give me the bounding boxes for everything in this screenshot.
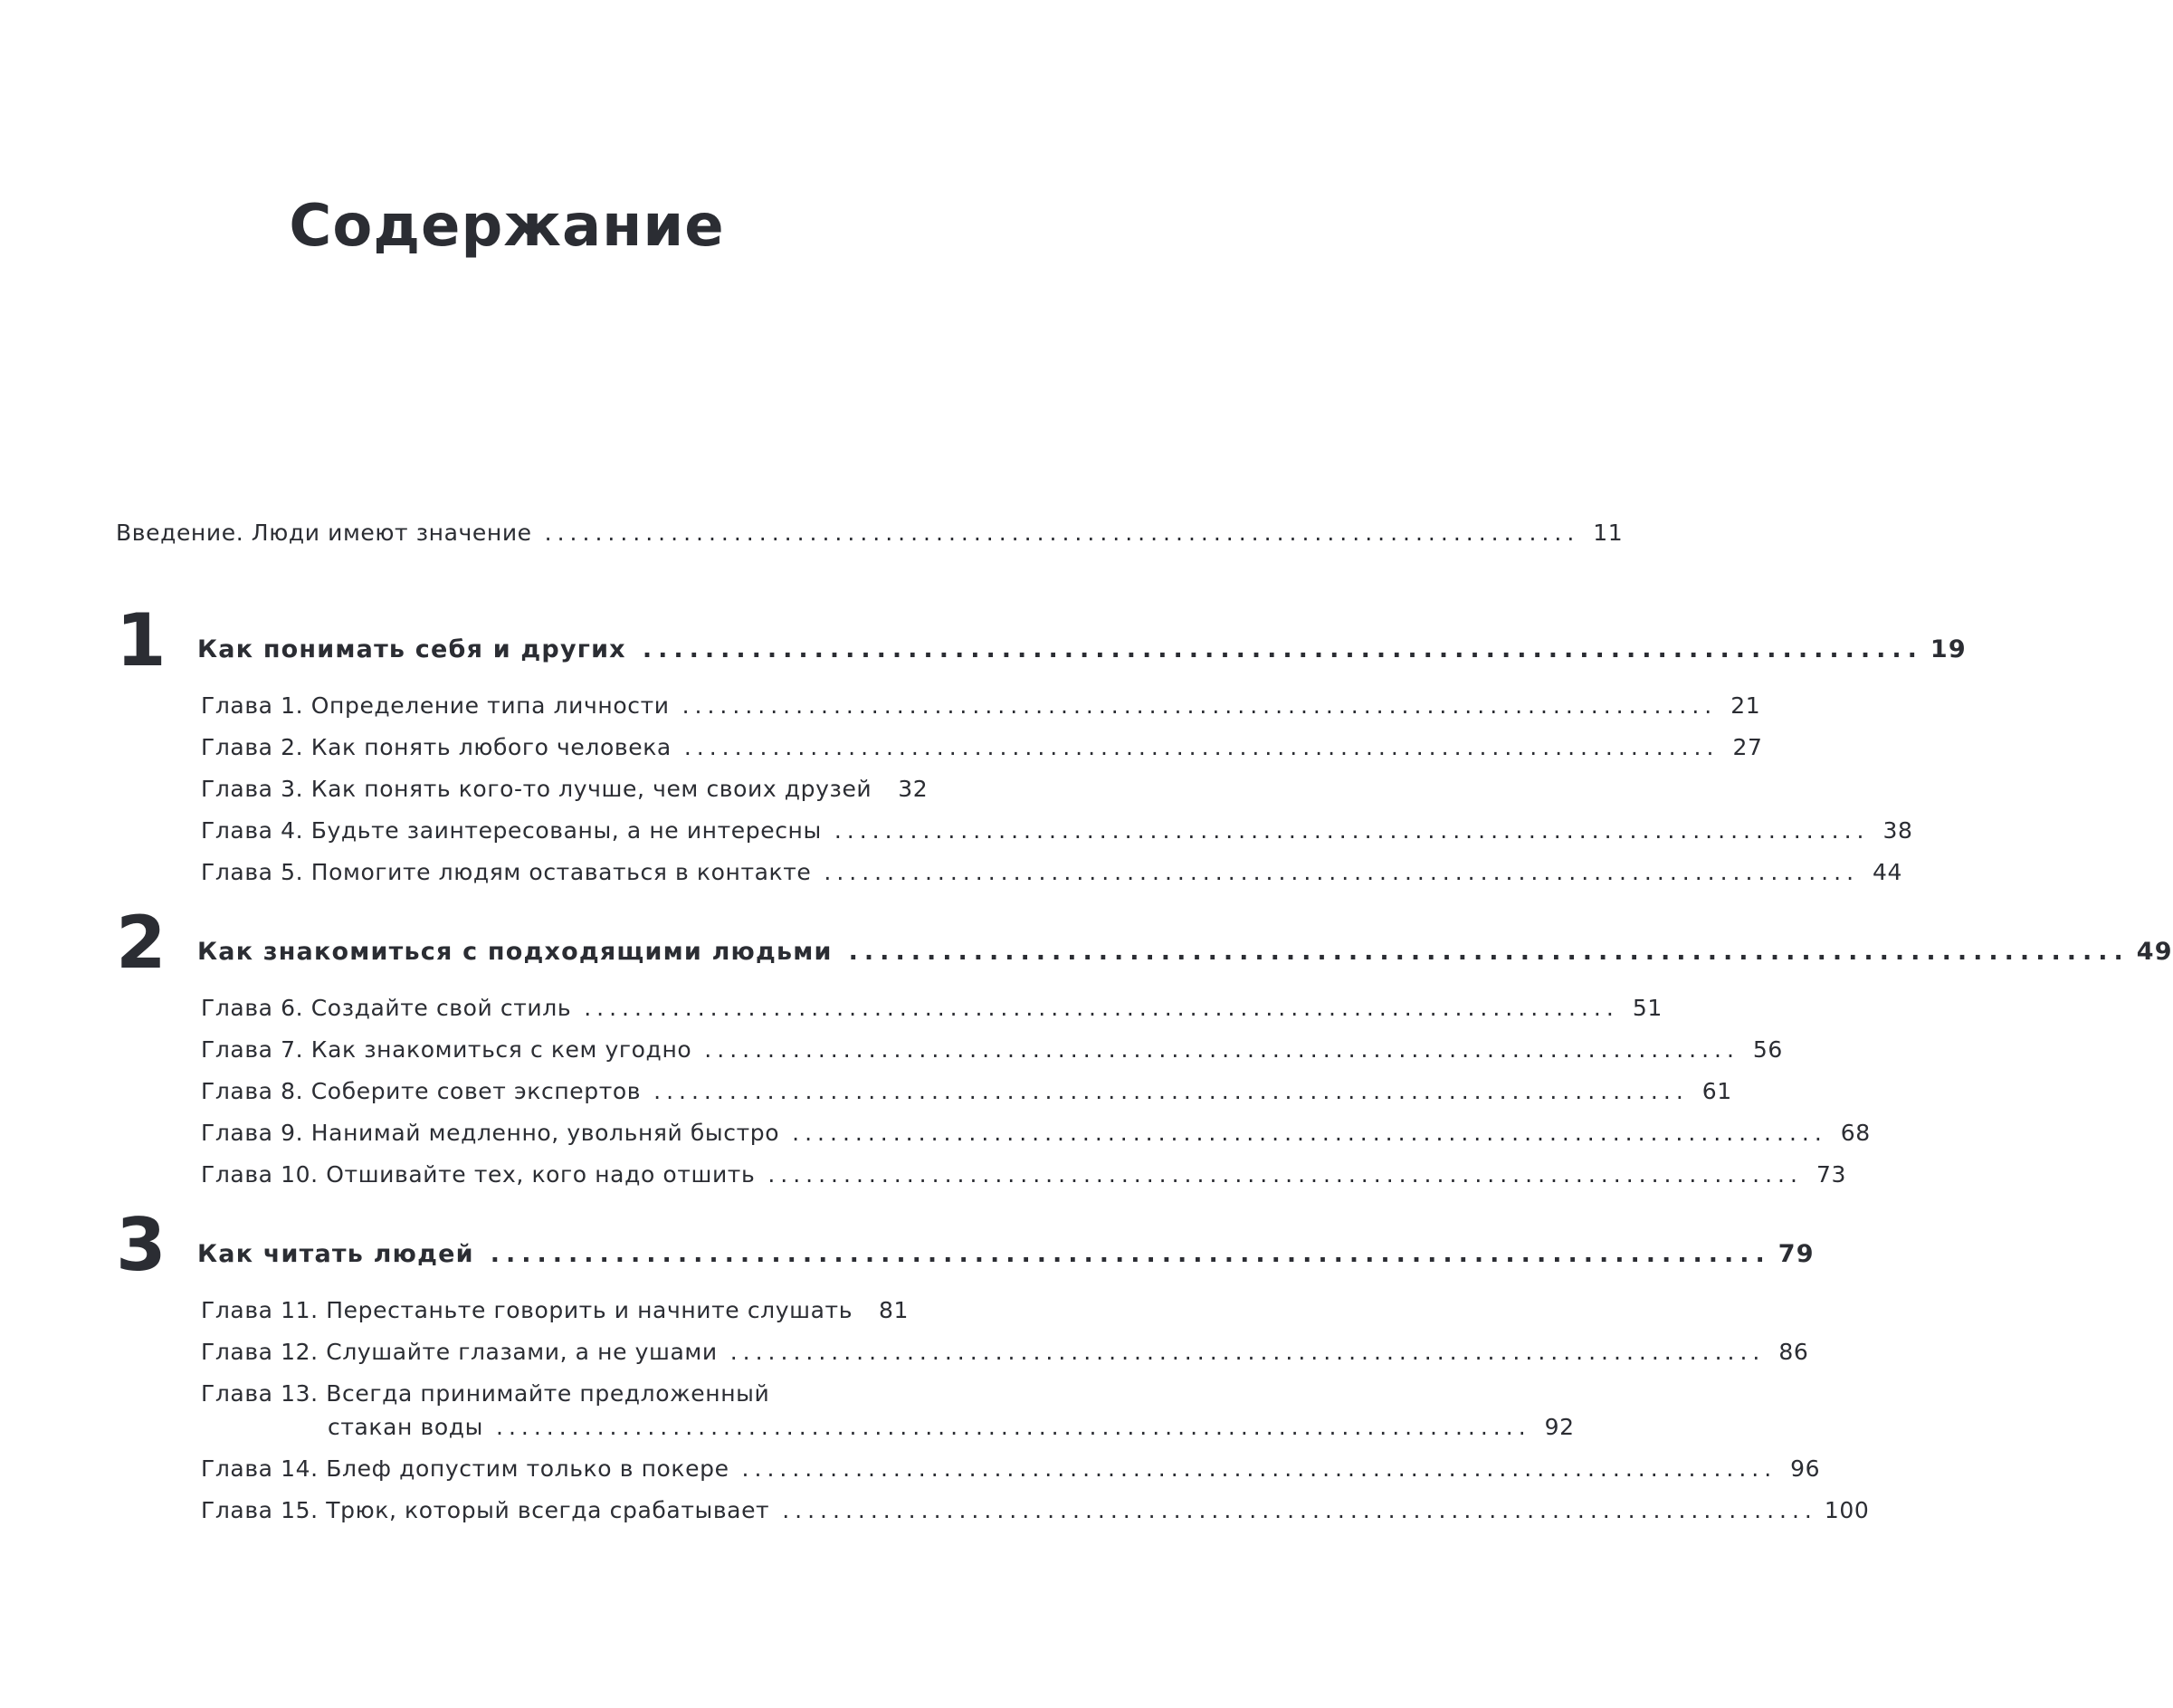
dot-leader: .................................................................................. xyxy=(681,692,1718,719)
toc-chapter-7[interactable] xyxy=(201,1036,1783,1063)
chapter-label: Глава 10. xyxy=(201,1161,319,1188)
toc-chapter-4[interactable] xyxy=(201,817,1913,844)
chapter-title: Будьте заинтересованы, а не интересны xyxy=(310,817,822,844)
chapter-title: Всегда принимайте предложенный xyxy=(326,1380,770,1407)
part-1-page-number: 19 xyxy=(1930,635,1967,663)
chapter-label: Глава 8. xyxy=(201,1078,304,1104)
toc-chapter-1[interactable] xyxy=(201,692,1761,719)
toc-chapter-10[interactable] xyxy=(201,1161,1846,1188)
chapter-label: Глава 1. xyxy=(201,692,304,719)
chapter-title: Отшивайте тех, кого надо отшить xyxy=(326,1161,756,1188)
toc-chapter-3[interactable] xyxy=(201,776,929,802)
part-3-number: 3 xyxy=(116,1203,167,1287)
chapter-page-number: 27 xyxy=(1732,734,1763,760)
chapter-title: Создайте свой стиль xyxy=(310,995,572,1021)
intro-title: Введение. Люди имеют значение xyxy=(116,520,532,546)
part-1-number: 1 xyxy=(116,598,167,682)
dot-leader: .................................................................................. xyxy=(767,1161,1803,1188)
chapter-page-number: 51 xyxy=(1632,995,1663,1021)
chapter-page-number: 38 xyxy=(1882,817,1913,844)
chapter-label: Глава 4. xyxy=(201,817,304,844)
chapter-page-number: 68 xyxy=(1840,1120,1871,1146)
toc-chapter-13[interactable] xyxy=(201,1380,905,1407)
chapter-page-number: 81 xyxy=(879,1297,910,1323)
chapter-page-number: 96 xyxy=(1790,1455,1821,1482)
toc-chapter-2[interactable] xyxy=(201,734,1763,760)
toc-chapter-8[interactable] xyxy=(201,1078,1732,1104)
dot-leader: .................................................................................. xyxy=(490,1240,1771,1268)
toc-part-3[interactable] xyxy=(197,1240,1815,1268)
chapter-title: Нанимай медленно, увольняй быстро xyxy=(310,1120,780,1146)
chapter-label: Глава 2. xyxy=(201,734,304,760)
part-2-page-number: 49 xyxy=(2136,938,2173,966)
chapter-page-number: 100 xyxy=(1824,1497,1870,1523)
toc-chapter-11[interactable] xyxy=(201,1297,910,1323)
chapter-page-number: 56 xyxy=(1752,1036,1783,1063)
dot-leader: .................................................................................. xyxy=(741,1455,1777,1482)
chapter-label: Глава 3. xyxy=(201,776,304,802)
dot-leader: .................................................................................. xyxy=(824,859,1860,885)
toc-chapter-12[interactable] xyxy=(201,1339,1809,1365)
dot-leader: .................................................................................. xyxy=(782,1497,1817,1523)
chapter-label: Глава 7. xyxy=(201,1036,304,1063)
toc-chapter-9[interactable] xyxy=(201,1120,1871,1146)
dot-leader: .................................................................................. xyxy=(848,938,2130,966)
page-title: Содержание xyxy=(289,193,725,260)
chapter-title: Соберите совет экспертов xyxy=(310,1078,642,1104)
dot-leader: .................................................................................. xyxy=(834,817,1870,844)
chapter-label: Глава 14. xyxy=(201,1455,319,1482)
dot-leader: .................................................................................. xyxy=(729,1339,1766,1365)
dot-leader: .................................................................................. xyxy=(683,734,1720,760)
toc-intro-entry[interactable] xyxy=(116,520,1624,546)
chapter-label: Глава 13. xyxy=(201,1380,319,1407)
part-3-page-number: 79 xyxy=(1777,1240,1815,1268)
chapter-title: Помогите людям оставаться в контакте xyxy=(310,859,812,885)
chapter-title: Определение типа личности xyxy=(310,692,670,719)
chapter-page-number: 73 xyxy=(1816,1161,1846,1188)
dot-leader: .................................................................................. xyxy=(642,635,1923,663)
part-1-title: Как понимать себя и других xyxy=(197,635,626,663)
chapter-label: Глава 5. xyxy=(201,859,304,885)
toc-chapter-13-continuation[interactable] xyxy=(328,1414,1575,1440)
chapter-page-number: 86 xyxy=(1778,1339,1809,1365)
chapter-title: Трюк, который всегда срабатывает xyxy=(326,1497,770,1523)
part-3-title: Как читать людей xyxy=(197,1240,474,1268)
toc-chapter-6[interactable] xyxy=(201,995,1663,1021)
toc-part-2[interactable] xyxy=(197,938,2173,966)
part-2-number: 2 xyxy=(116,901,167,985)
toc-chapter-5[interactable] xyxy=(201,859,1903,885)
chapter-label: Глава 12. xyxy=(201,1339,319,1365)
chapter-title-continuation: стакан воды xyxy=(328,1414,483,1440)
dot-leader: .................................................................................. xyxy=(792,1120,1827,1146)
toc-part-1[interactable] xyxy=(197,635,1967,663)
toc-chapter-14[interactable] xyxy=(201,1455,1821,1482)
dot-leader: .................................................................................. xyxy=(653,1078,1689,1104)
dot-leader: .................................................................................. xyxy=(496,1414,1531,1440)
chapter-title: Блеф допустим только в покере xyxy=(326,1455,729,1482)
chapter-page-number: 92 xyxy=(1544,1414,1575,1440)
chapter-label: Глава 15. xyxy=(201,1497,319,1523)
chapter-title: Как знакомиться с кем угодно xyxy=(310,1036,692,1063)
part-2-title: Как знакомиться с подходящими людьми xyxy=(197,938,833,966)
chapter-page-number: 44 xyxy=(1873,859,1903,885)
intro-page-number: 11 xyxy=(1593,520,1624,546)
chapter-title: Перестаньте говорить и начните слушать xyxy=(326,1297,853,1323)
chapter-label: Глава 6. xyxy=(201,995,304,1021)
chapter-title: Как понять кого-то лучше, чем своих друзей xyxy=(310,776,872,802)
chapter-title: Слушайте глазами, а не ушами xyxy=(326,1339,718,1365)
chapter-label: Глава 11. xyxy=(201,1297,319,1323)
dot-leader: .................................................................................. xyxy=(544,520,1580,546)
toc-chapter-15[interactable] xyxy=(201,1497,1870,1523)
chapter-page-number: 21 xyxy=(1730,692,1761,719)
chapter-title: Как понять любого человека xyxy=(310,734,672,760)
chapter-label: Глава 9. xyxy=(201,1120,304,1146)
chapter-page-number: 61 xyxy=(1701,1078,1732,1104)
dot-leader: .................................................................................. xyxy=(584,995,1619,1021)
chapter-page-number: 32 xyxy=(898,776,929,802)
dot-leader: .................................................................................. xyxy=(704,1036,1739,1063)
